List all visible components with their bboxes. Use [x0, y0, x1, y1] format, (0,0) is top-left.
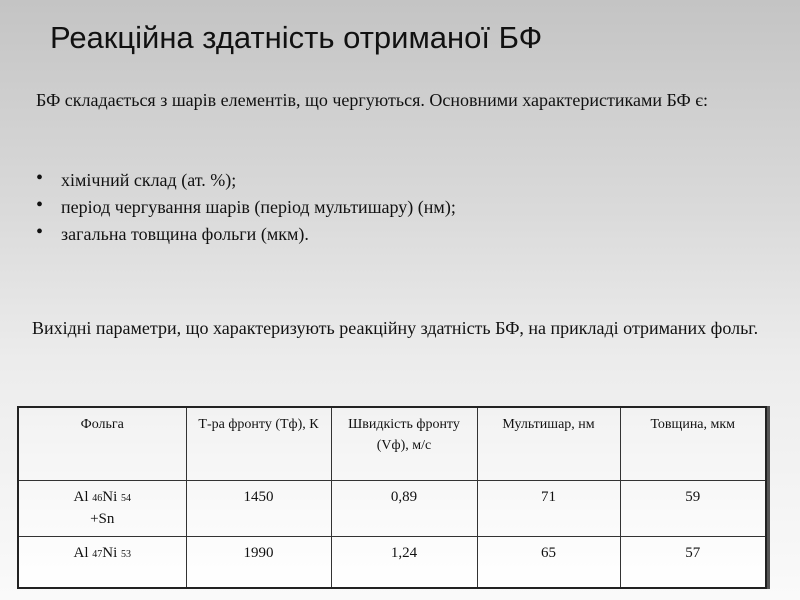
list-item-text: загальна товщина фольги (мкм).: [61, 224, 309, 244]
element-ni: Ni: [102, 489, 121, 505]
table-row: [18, 537, 766, 589]
element-al: Al: [73, 545, 93, 561]
table-header-row: [18, 407, 766, 481]
output-params-text: Вихідні параметри, що характеризують реакційну здатність БФ, на прикладі отриманих фольг.: [32, 318, 759, 338]
subscript: 47: [92, 549, 103, 560]
subscript: 46: [92, 493, 103, 504]
subscript: 54: [121, 493, 131, 504]
thickness-cell: 59: [620, 481, 766, 537]
multilayer-cell: 71: [477, 481, 620, 537]
multilayer-cell: 65: [477, 537, 620, 589]
slide-title: Реакційна здатність отриманої БФ: [50, 20, 543, 55]
bullet-icon: •: [36, 194, 44, 216]
header-cell: Мультишар, нм: [477, 407, 620, 481]
element-ni: Ni: [102, 545, 121, 561]
foil-params-table: [17, 406, 767, 589]
additive: +Sn: [90, 511, 115, 527]
bullet-icon: •: [36, 221, 44, 243]
header-cell: Товщина, мкм: [620, 407, 766, 481]
header-cell: Швидкість фронту (Vф), м/с: [331, 407, 477, 481]
list-item-text: хімічний склад (ат. %);: [61, 170, 237, 190]
list-item: [36, 221, 456, 248]
element-al: Al: [73, 489, 93, 505]
foil-cell: [18, 537, 186, 589]
list-item-text: період чергування шарів (період мультишару) (нм);: [61, 197, 456, 217]
bullet-icon: •: [36, 167, 44, 189]
thickness-cell: 57: [620, 537, 766, 589]
foil-cell: [18, 481, 186, 537]
header-cell: Т-ра фронту (Тф), К: [186, 407, 331, 481]
intro-text: БФ складається з шарів елементів, що чергуються. Основними характеристиками БФ є:: [36, 90, 708, 110]
subscript: 53: [121, 549, 131, 560]
speed-cell: 1,24: [331, 537, 477, 589]
list-item: [36, 194, 456, 221]
table-row: [18, 481, 766, 537]
speed-cell: 0,89: [331, 481, 477, 537]
header-cell: Фольга: [18, 407, 186, 481]
characteristics-list: [36, 167, 456, 248]
temp-cell: 1990: [186, 537, 331, 589]
list-item: [36, 167, 456, 194]
temp-cell: 1450: [186, 481, 331, 537]
